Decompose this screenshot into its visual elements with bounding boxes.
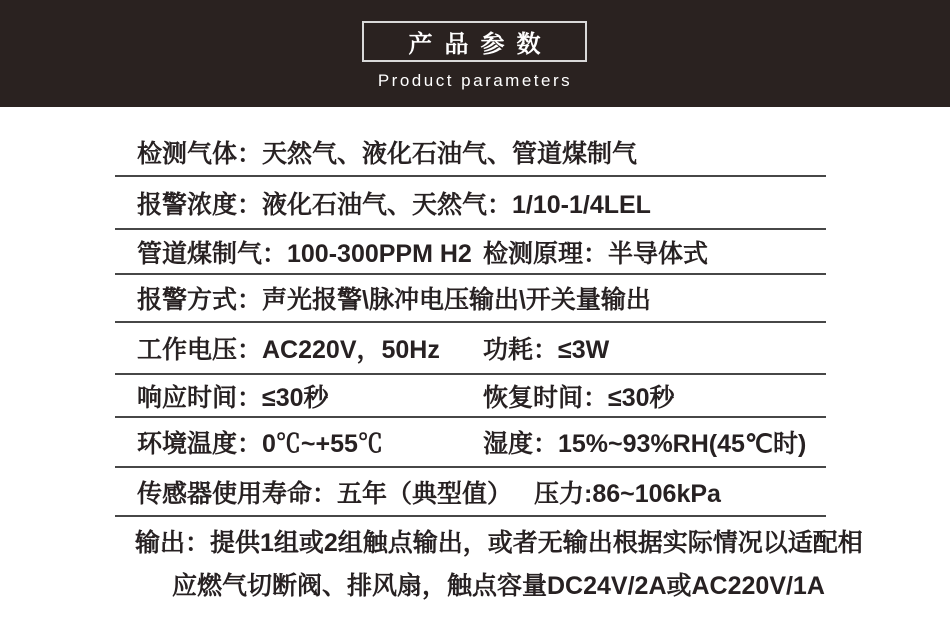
spec-row-temperature-humidity bbox=[115, 418, 826, 468]
spec-text-pressure: 压力:86~106kPa bbox=[534, 479, 721, 508]
spec-text-output-line2: 应燃气切断阀、排风扇，触点容量DC24V/2A或AC220V/1A bbox=[172, 572, 825, 600]
spec-row-alarm-concentration bbox=[115, 177, 826, 230]
spec-row-output bbox=[115, 517, 863, 608]
page-subtitle: Product parameters bbox=[377, 71, 573, 90]
spec-text-response-time: 响应时间：≤30秒 bbox=[137, 383, 329, 412]
spec-text-ambient-temperature: 环境温度：0℃~+55℃ bbox=[137, 430, 383, 458]
spec-row-alarm-mode bbox=[115, 275, 826, 323]
title-box bbox=[362, 21, 587, 62]
spec-text-sensor-life: 传感器使用寿命：五年（典型值） bbox=[137, 479, 513, 508]
page-title: 产品参数 bbox=[408, 31, 553, 58]
spec-text-coal-gas-range: 管道煤制气：100-300PPM H2 bbox=[137, 239, 472, 268]
spec-row-coal-gas-and-principle bbox=[115, 230, 826, 275]
spec-text-power-consumption: 功耗：≤3W bbox=[483, 336, 610, 364]
spec-row-sensor-life-pressure bbox=[115, 468, 826, 517]
spec-row-voltage-and-power bbox=[115, 323, 826, 375]
spec-text-detection-principle: 检测原理：半导体式 bbox=[483, 239, 709, 268]
spec-row-detected-gases bbox=[115, 129, 826, 177]
spec-text-recovery-time: 恢复时间：≤30秒 bbox=[483, 383, 675, 412]
spec-text-detected-gases: 检测气体：天然气、液化石油气、管道煤制气 bbox=[137, 140, 638, 168]
spec-text-alarm-mode: 报警方式：声光报警\脉冲电压输出\开关量输出 bbox=[137, 286, 651, 314]
spec-row-response-recovery-time bbox=[115, 375, 826, 418]
spec-text-output-line1: 输出：提供1组或2组触点输出，或者无输出根据实际情况以适配相 bbox=[135, 529, 863, 557]
header-band bbox=[0, 0, 950, 107]
spec-text-working-voltage: 工作电压：AC220V，50Hz bbox=[137, 336, 440, 364]
spec-text-humidity: 湿度：15%~93%RH(45℃时) bbox=[483, 430, 807, 458]
spec-table bbox=[115, 129, 863, 608]
spec-text-alarm-concentration: 报警浓度：液化石油气、天然气：1/10-1/4LEL bbox=[137, 190, 651, 219]
